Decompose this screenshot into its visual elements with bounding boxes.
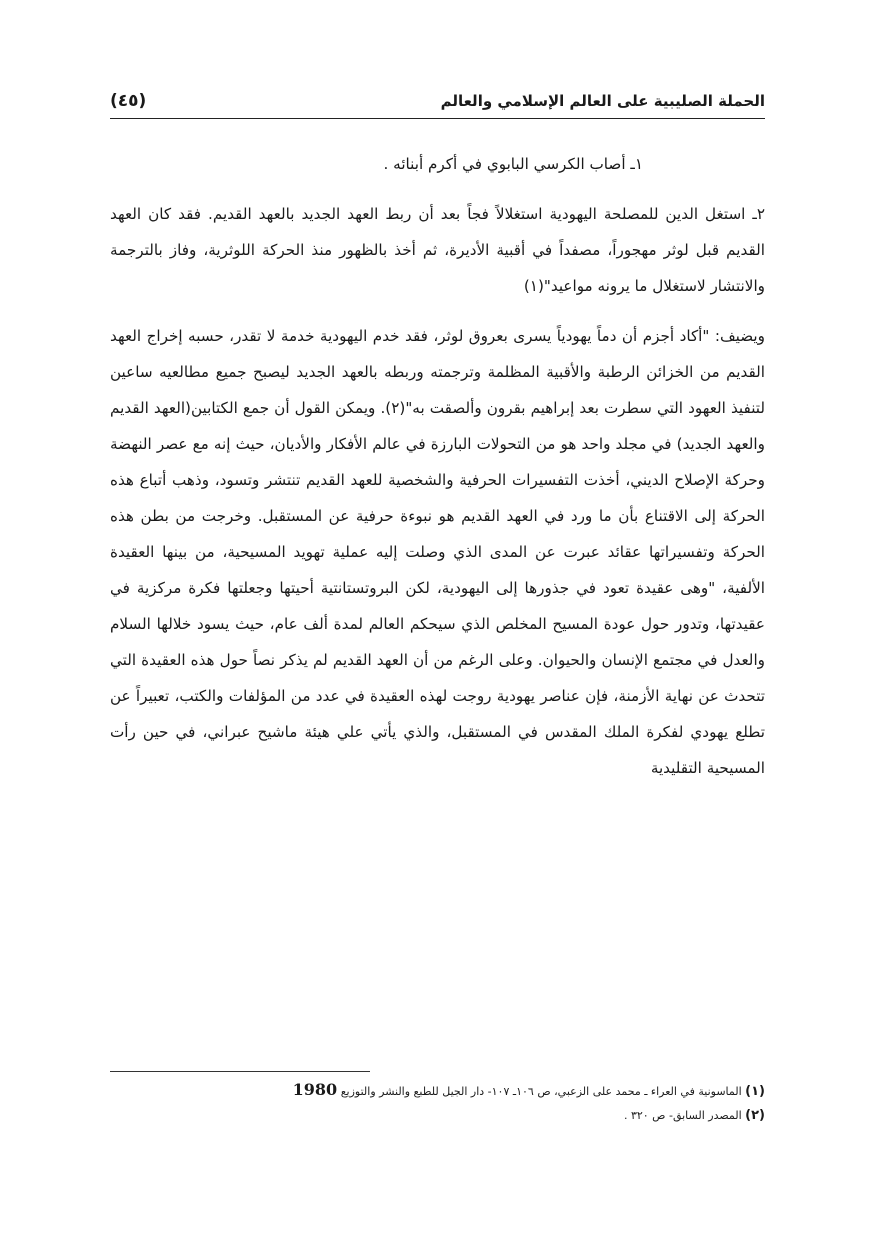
page-number: (٤٥) (110, 91, 147, 111)
footnote-separator (110, 1071, 370, 1072)
page-header (110, 86, 765, 119)
footnote-1 (110, 1078, 765, 1104)
footnote-1-year: 1980 (292, 1080, 338, 1099)
paragraph-main: ويضيف: "أكاد أجزم أن دماً يهودياً يسرى بعروق لوثر، فقد خدم اليهودية خدمة لا تقدر، حسبه إخراج العهد القديم من الخزائن الرطبة والأقبية المظلمة وترجمته وربطه بالعهد الجديد ليصبح جميع مطالعيه ساعين لتنفيذ العهود التي سطرت بعد إبراهيم بقرون وألصقت به"(٢). ويمكن القول أن جمع الكتابين(العهد القديم والعهد الجديد) في مجلد واحد هو من التحولات البارزة في عالم الأفكار والأديان، حيث إنه مع عصر النهضة وحركة الإصلاح الديني، أخذت التفسيرات الحرفية والشخصية للعهد القديم تنتشر وتسود، وذهب أتباع هذه الحركة إلى الاقتناع بأن ما ورد في العهد القديم هو نبوءة حرفية عن المستقبل. وخرجت من بطن هذه الحركة وتفسيراتها عقائد عبرت عن المدى الذي وصلت إليه عملية تهويد المسيحية، من بينها العقيدة الألفية، "وهى عقيدة تعود في جذورها إلى اليهودية، لكن البروتستانتية أحيتها وجعلتها فكرة مركزية في عقيدتها، وتدور حول عودة المسيح المخلص الذي سيحكم العالم لمدة ألف عام، حيث يسود خلالها السلام والعدل في مجتمع الإنسان والحيوان. وعلى الرغم من أن العهد القديم لم يذكر نصاً حول هذه العقيدة التي تتحدث عن نهاية الأزمنة، فإن عناصر يهودية روجت لهذه العقيدة في عدد من المؤلفات والكتب، تعبيراً عن تطلع يهودي لفكرة الملك المقدس في المستقبل، والذي يأتي علي هيئة ماشيح عبراني، في حين رأت المسيحية التقليدية (110, 327, 765, 777)
footnote-2-text: المصدر السابق- ص ٣٢٠ . (623, 1109, 742, 1122)
footnotes (110, 1078, 765, 1128)
paragraph-point-1: ١ـ أصاب الكرسي البابوي في أكرم أبنائه . (383, 155, 643, 173)
footnote-1-number: (١) (745, 1084, 765, 1099)
running-title: الحملة الصليبية على العالم الإسلامي والعالم (440, 92, 765, 110)
footnote-1-text: الماسونية في العراء ـ محمد على الزعبي، ص ١٠٦ـ ١٠٧- دار الجيل للطبع والنشر والتوزيع (340, 1085, 742, 1098)
footnote-2-number: (٢) (745, 1108, 765, 1123)
body-text (110, 146, 765, 800)
paragraph-point-2: ٢ـ استغل الدين للمصلحة اليهودية استغلالاً فجاً بعد أن ربط العهد الجديد بالعهد القديم. فقد كان العهد القديم قبل لوثر مهجوراً، مصفداً في أقبية الأديرة، ثم أخذ بالظهور منذ الحركة اللوثرية، وفاز بالترجمة والانتشار لاستغلال ما يرونه مواعيد"(١) (110, 205, 765, 295)
footnote-2 (110, 1104, 765, 1128)
